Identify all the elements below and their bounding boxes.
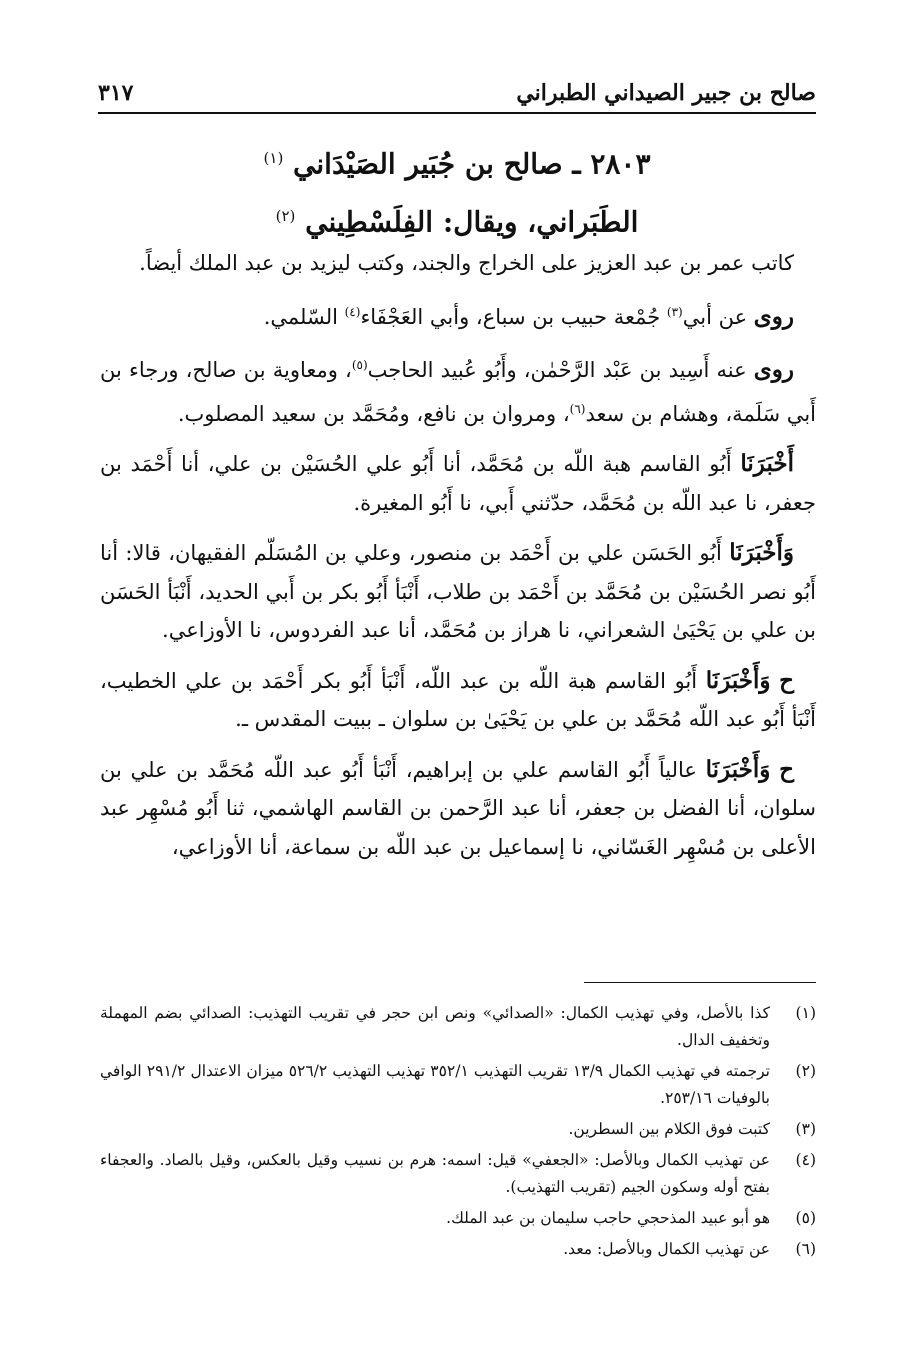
footnote-ref: (٣): [666, 304, 683, 319]
main-text: [100, 244, 816, 878]
keyword: روى: [753, 356, 795, 383]
entry-title: [98, 132, 816, 249]
footnote-text: كتبت فوق الكلام بين السطرين.: [568, 1120, 770, 1138]
footnotes: [100, 1000, 816, 1267]
paragraph-isnad-4: ح وَأَخْبَرَنَا عالياً أَبُو القاسم علي بن إبراهيم، أَنْبَأ أَبُو عبد اللّه مُحَمَّد بن علي بن سلوان، أنا الفضل بن جعفر، أنا عبد الرَّحمن بن القاسم الهاشمي، ثنا أَبُو مُسْهِر عبد الأعلى بن مُسْهِر الغَسّاني، نا إسماعيل بن عبد اللّه بن سماعة، أنا الأوزاعي،: [100, 755, 816, 859]
entry-title-line2: الطَبَراني، ويقال: الفِلَسْطِيني $^{(٢)}$: [275, 205, 639, 239]
keyword: وَأَخْبَرَنَا: [705, 666, 771, 694]
footnote-ref: (٢): [275, 207, 296, 226]
footnote-number: (٢): [795, 1062, 816, 1080]
footnote: [100, 1116, 816, 1143]
footnote-text: عن تهذيب الكمال وبالأصل: «الجعفي» قيل: اسمه: هرم بن نسيب وقيل بالعكس، وقيل بالصاد. والعجفاء بفتح أوله وسكون الجيم (تقريب التهذيب).: [100, 1151, 770, 1196]
footnote-ref: (١): [263, 149, 284, 167]
footnote-number: (٣): [795, 1120, 816, 1138]
entry-title-line1: ٢٨٠٣ ـ صالح بن جُبَير الصَيْدَاني $^{(١)}$: [263, 147, 651, 181]
keyword: روى: [753, 302, 794, 330]
paragraph-narrated-from: روى عن أبي$^{(٣)}$ جُمْعة حبيب بن سباع، وأبي العَجْفَاء$^{(٤)}$ السّلمي.: [263, 302, 794, 330]
footnote-text: ترجمته في تهذيب الكمال ١٣/٩ تقريب التهذيب ٣٥٢/١ تهذيب التهذيب ٥٢٦/٢ ميزان الاعتدال ٢٩١/٢ الوافي بالوفيات ٢٥٣/١٦.: [100, 1062, 770, 1107]
footnote-ref: (٥): [351, 358, 368, 372]
keyword: ح: [779, 666, 794, 694]
page-header: [98, 68, 816, 114]
page-number: ٣١٧: [98, 80, 134, 106]
keyword: أَخْبَرَنَا: [740, 450, 794, 477]
footnote-ref: (٤): [344, 304, 361, 319]
footnote-number: (١): [795, 1004, 816, 1022]
paragraph-isnad-3: ح وَأَخْبَرَنَا أَبُو القاسم هبة اللّه بن عبد اللّه، أَنْبَأ أَبُو بكر أَحْمَد بن علي الخطيب، أَنْبَأ أَبُو عبد اللّه مُحَمَّد بن علي بن يَحْيَىٰ بن سلوان ـ ببيت المقدس ـ.: [100, 666, 816, 731]
footnote-number: (٦): [795, 1240, 816, 1258]
footnote-ref: (٦): [569, 401, 586, 416]
paragraph-narrated-by: روى عنه أَسِيد بن عَبْد الرَّحْمٰن، وأَبُو عُبيد الحاجب$^{(٥)}$، ومعاوية بن صالح، ورجاء بن أَبي سَلَمة، وهشام بن سعد$^{(٦)}$، ومروان بن نافع، ومُحَمَّد بن سعيد المصلوب.: [100, 356, 816, 426]
footnote: [100, 1205, 816, 1232]
footnote-number: (٥): [795, 1209, 816, 1227]
footnote: [100, 1236, 816, 1263]
footnote: [100, 1147, 816, 1201]
footnote-number: (٤): [795, 1151, 816, 1169]
footnote-divider: [584, 982, 816, 983]
footnote: [100, 1058, 816, 1112]
footnote-text: هو أبو عبيد المذحجي حاجب سليمان بن عبد الملك.: [446, 1209, 770, 1227]
paragraph-description: كاتب عمر بن عبد العزيز على الخراج والجند، وكتب ليزيد بن عبد الملك أيضاً.: [139, 251, 794, 275]
footnote-text: عن تهذيب الكمال وبالأصل: معد.: [563, 1240, 770, 1258]
keyword: وَأَخْبَرَنَا: [729, 539, 794, 566]
footnote: [100, 1000, 816, 1054]
footnote-text: كذا بالأصل، وفي تهذيب الكمال: «الصدائي» ونص ابن حجر في تقريب التهذيب: الصدائي بضم المهملة وتخفيف الدال.: [100, 1004, 770, 1049]
keyword: ح: [779, 755, 794, 783]
keyword: وَأَخْبَرَنَا: [705, 755, 771, 783]
running-title: صالح بن جبير الصيداني الطبراني: [516, 80, 816, 106]
paragraph-isnad-1: أَخْبَرَنَا أَبُو القاسم هبة اللّه بن مُحَمَّد، أنا أَبُو علي الحُسَيْن بن علي، أنا أَحْمَد بن جعفر، نا عبد اللّه بن مُحَمَّد، حدّثني أَبي، نا أَبُو المغيرة.: [100, 450, 816, 515]
paragraph-isnad-2: وَأَخْبَرَنَا أَبُو الحَسَن علي بن أَحْمَد بن منصور، وعلي بن المُسَلّم الفقيهان، قالا: أنا أَبُو نصر الحُسَيْن بن مُحَمَّد بن أَحْمَد بن طلاب، أَنْبَأ أَبُو بكر بن أَبي الحديد، أَنْبَأ الحَسَن بن علي بن يَحْيَىٰ الشعراني، نا هراز بن مُحَمَّد، أنا عبد الفردوس، نا الأوزاعي.: [100, 539, 816, 642]
